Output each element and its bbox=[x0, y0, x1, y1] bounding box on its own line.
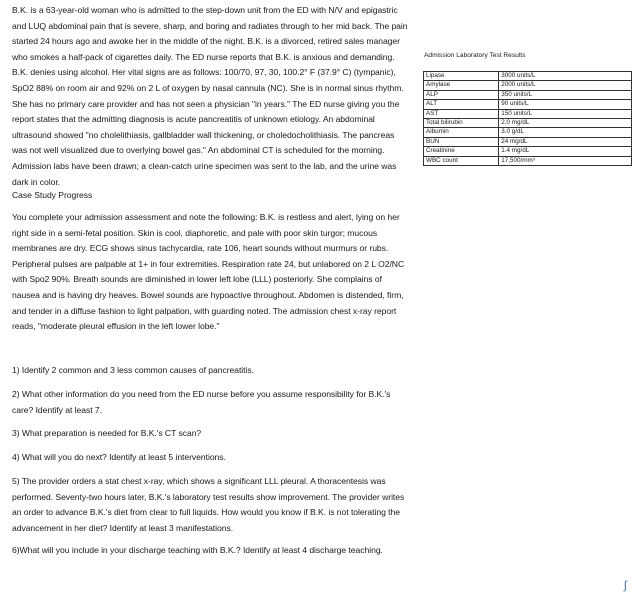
question-5: 5) The provider orders a stat chest x-ray, which shows a significant LLL pleural. A thoracentesis was performed. Seventy-two hours later, B.K.'s laboratory test results show improvement. The provider writes an order to advance B.K.'s diet from clear to full liquids. How would you know if B.K. is not tolerating the advancement in her diet? Identify at least 3 manifestations. bbox=[12, 476, 405, 533]
table-row bbox=[424, 90, 632, 99]
lab-test-value: 24 mg/dL bbox=[499, 137, 632, 146]
question-4: 4) What will you do next? Identify at least 5 interventions. bbox=[12, 452, 226, 462]
table-row bbox=[424, 100, 632, 109]
table-row bbox=[424, 72, 632, 81]
lab-test-name: Creatinine bbox=[424, 147, 499, 156]
lab-test-name: Amylase bbox=[424, 81, 499, 90]
lab-results-table bbox=[423, 71, 632, 166]
lab-test-value: 90 units/L bbox=[499, 100, 632, 109]
table-row bbox=[424, 119, 632, 128]
lab-test-name: Total bilirubin bbox=[424, 119, 499, 128]
lab-test-value: 2.0 mg/dL bbox=[499, 119, 632, 128]
table-row bbox=[424, 109, 632, 118]
lab-results-title: Admission Laboratory Test Results bbox=[424, 52, 526, 59]
table-row bbox=[424, 128, 632, 137]
lab-test-name: BUN bbox=[424, 137, 499, 146]
question-3: 3) What preparation is needed for B.K.'s CT scan? bbox=[12, 428, 202, 438]
table-row bbox=[424, 81, 632, 90]
section-heading: Case Study Progress bbox=[12, 190, 93, 200]
lab-test-name: Albumin bbox=[424, 128, 499, 137]
case-intro-paragraph: B.K. is a 63-year-old woman who is admitted to the step-down unit from the ED with N/V and epigastric and LUQ abdominal pain that is severe, sharp, and boring and radiates through to her mid back. The pain started 24 hours ago and awoke her in the middle of the night. B.K. is a divorced, retired sales manager who smokes a half-pack of cigarettes daily. The ED nurse reports that B.K. is anxious and demanding. B.K. denies using alcohol. Her vital signs are as follows: 100/70, 97, 30, 100.2° F (37.9° C) (tympanic), SpO2 88% on room air and 92% on 2 L of oxygen by nasal cannula (NC). She is in normal sinus rhythm. She has no primary care provider and has not seen a physician "in years." The ED nurse giving you the report states that the admitting diagnosis is acute pancreatitis of unknown etiology. An abdominal ultrasound showed "no cholelithiasis, gallbladder wall thickening, or choledocholithiasis. The pancreas was not well visualized due to overlying bowel gas." An abdominal CT is scheduled for the morning. Admission labs have been drawn; a clean-catch urine specimen was sent to the lab, and the urine was dark in color. bbox=[12, 5, 408, 187]
case-progress-paragraph: You complete your admission assessment and note the following: B.K. is restless and alert, lying on her right side in a semi-fetal position. Skin is cool, diaphoretic, and pale with poor skin turgor; mucous membranes are dry. ECG shows sinus tachycardia, rate 106, heart sounds without murmurs or rubs. Peripheral pulses are palpable at 1+ in four extremities. Respiration rate 24, but unlabored on 2 L O2/NC with Spo2 90%. Breath sounds are diminished in lower left lobe (LLL) posteriorly. She complains of nausea and is having dry heaves. Bowel sounds are hypoactive throughout. Abdomen is distended, firm, and tender in a diffuse fashion to light palpation, with guarding noted. The admission chest x-ray report reads, "moderate pleural effusion in the left lower lobe." bbox=[12, 212, 405, 332]
lab-test-name: ALT bbox=[424, 100, 499, 109]
table-row bbox=[424, 156, 632, 165]
lab-test-value: 2000 units/L bbox=[499, 81, 632, 90]
table-row bbox=[424, 137, 632, 146]
lab-test-value: 3.0 g/dL bbox=[499, 128, 632, 137]
lab-test-name: AST bbox=[424, 109, 499, 118]
question-6: 6)What will you include in your discharge teaching with B.K.? Identify at least 4 discharge teaching. bbox=[12, 545, 383, 555]
lab-test-name: ALP bbox=[424, 90, 499, 99]
lab-test-value: 17,500/mm³ bbox=[499, 156, 632, 165]
table-row bbox=[424, 147, 632, 156]
question-1: 1) Identify 2 common and 3 less common causes of pancreatitis. bbox=[12, 365, 254, 375]
page-corner-marker: ʃ bbox=[624, 578, 627, 592]
question-2: 2) What other information do you need from the ED nurse before you assume responsibility for B.K.'s care? Identify at least 7. bbox=[12, 389, 391, 415]
lab-test-name: Lipase bbox=[424, 72, 499, 81]
lab-test-value: 350 units/L bbox=[499, 90, 632, 99]
lab-test-name: WBC count bbox=[424, 156, 499, 165]
lab-test-value: 3000 units/L bbox=[499, 72, 632, 81]
lab-test-value: 150 units/L bbox=[499, 109, 632, 118]
lab-test-value: 1.4 mg/dL bbox=[499, 147, 632, 156]
